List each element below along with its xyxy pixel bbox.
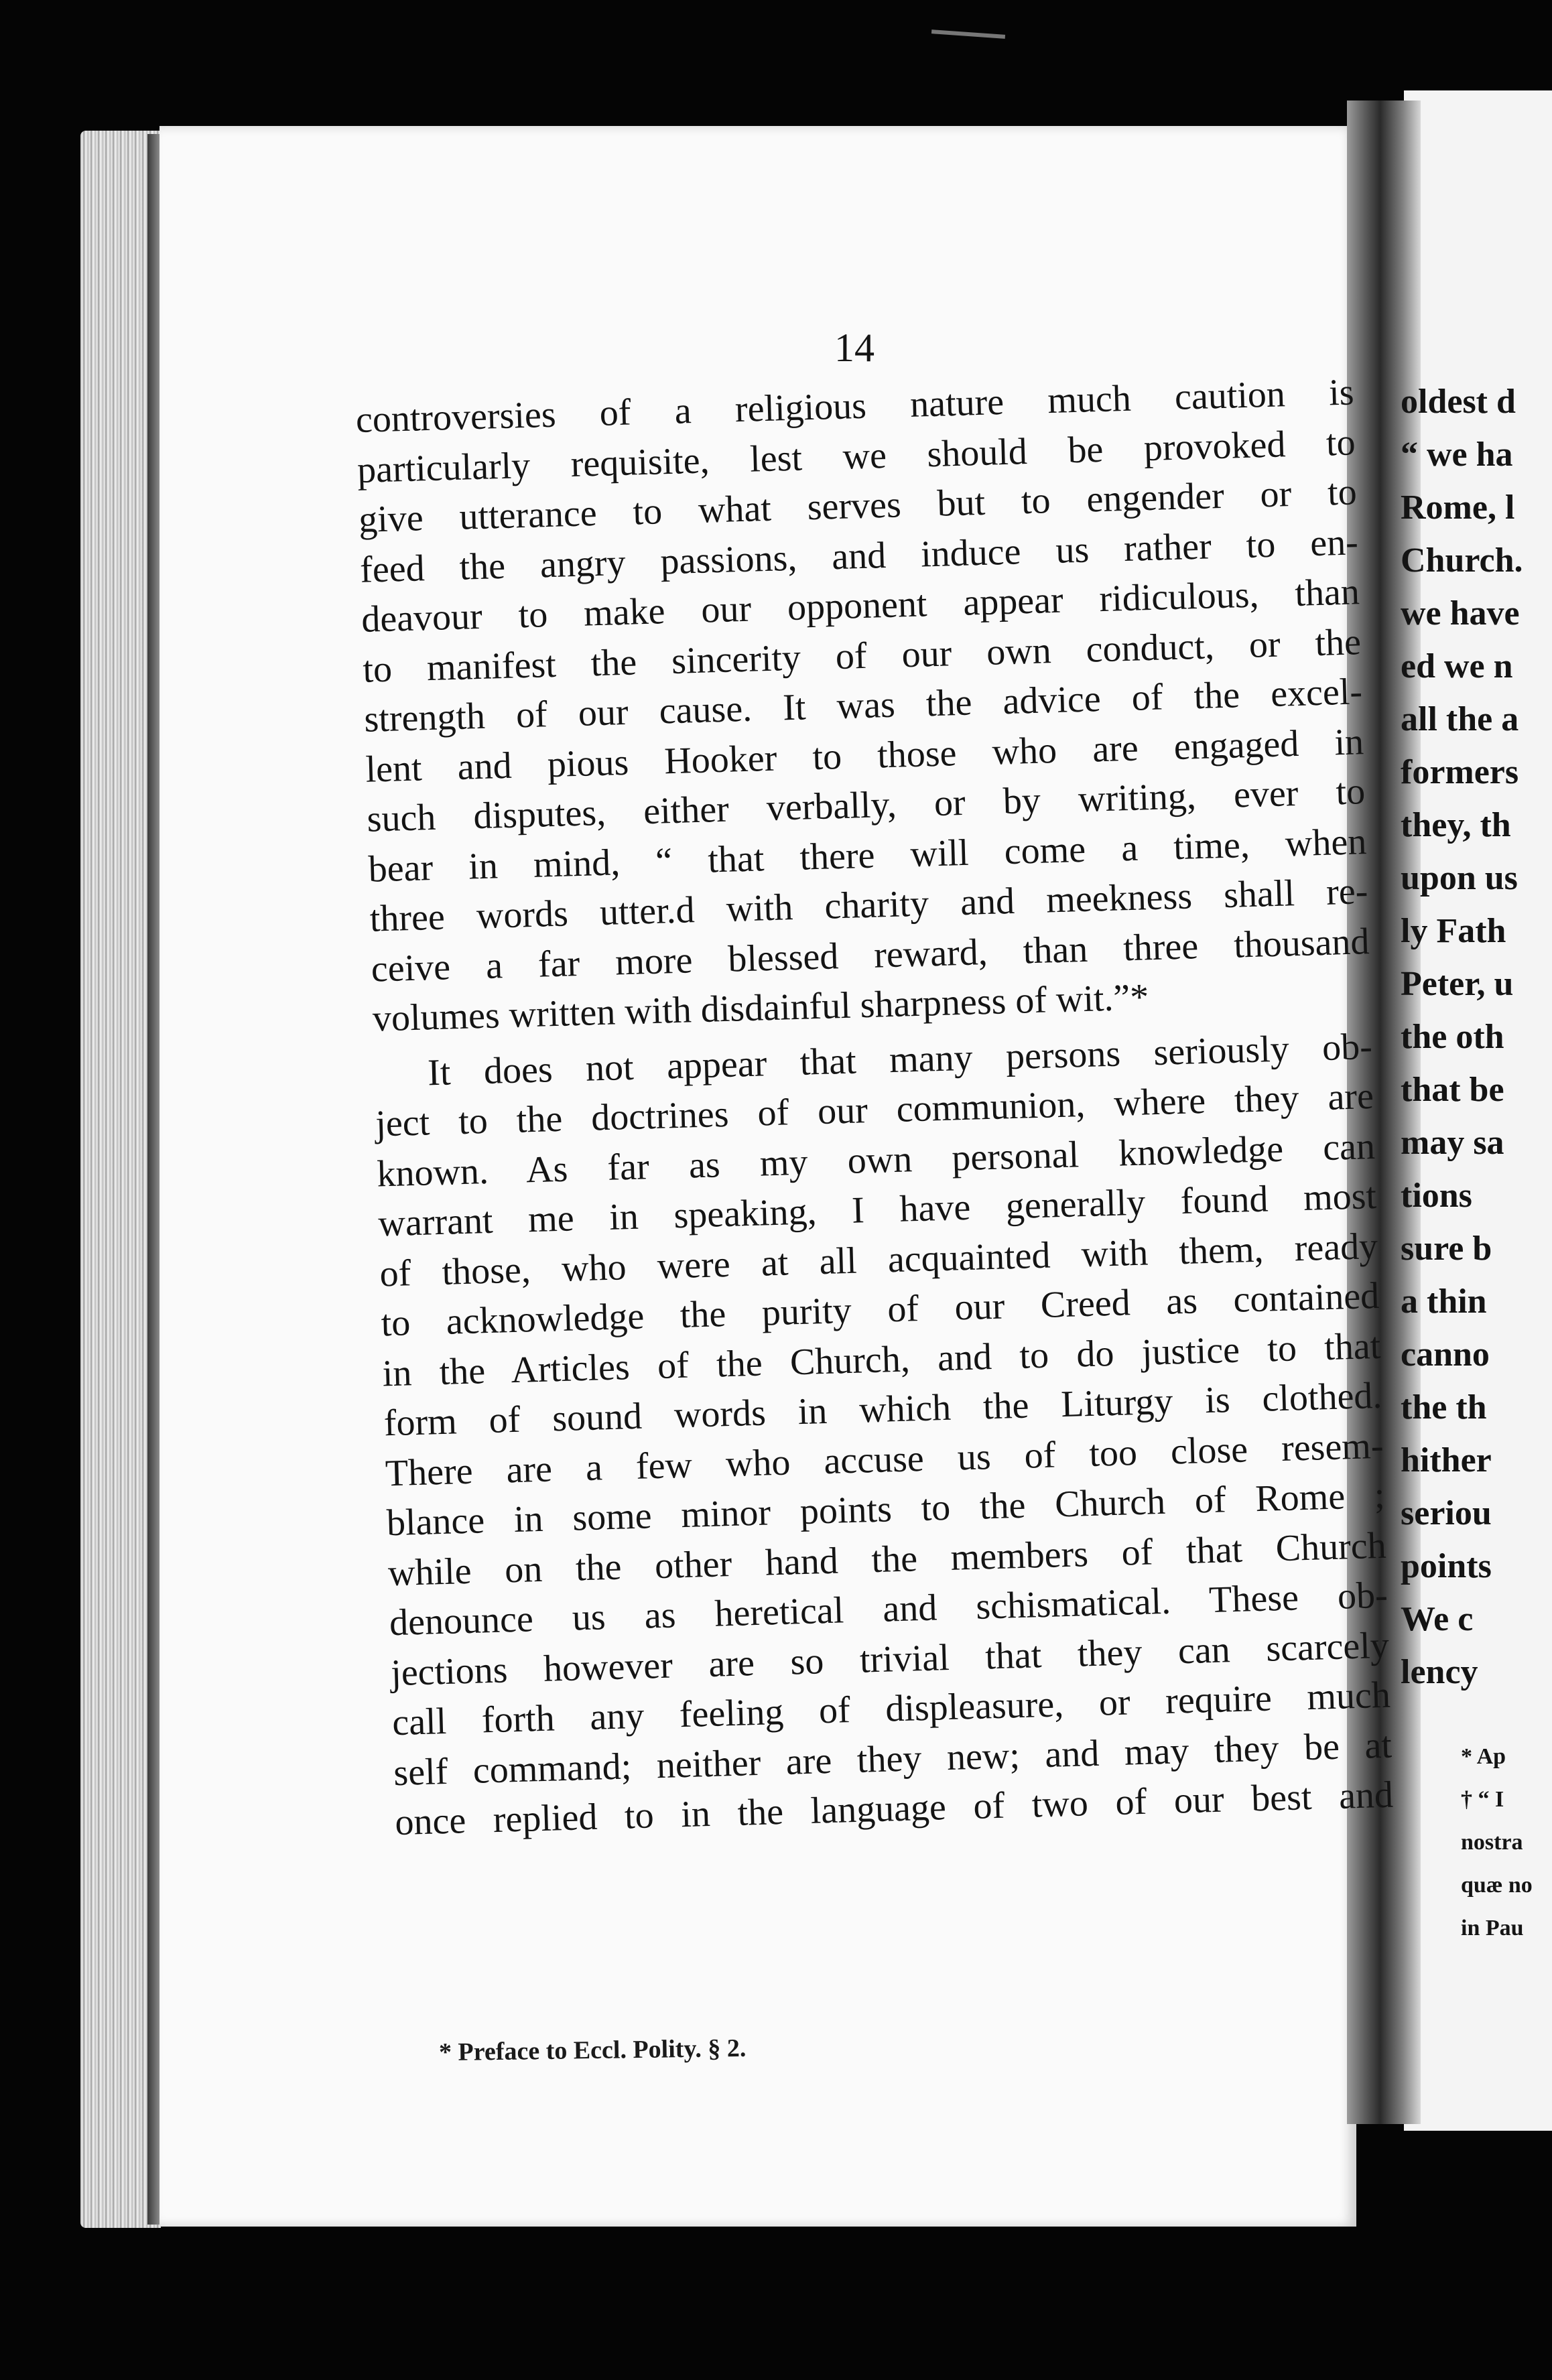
text-line: bear in mind, “ that there will come a time, when <box>367 820 1368 890</box>
facing-line: “ we ha <box>1401 436 1513 474</box>
text-line: of those, who were at all acquainted with them, ready <box>379 1225 1378 1295</box>
facing-line: ed we n <box>1401 647 1513 685</box>
facing-line: Rome, l <box>1401 488 1515 527</box>
facing-line: formers <box>1401 753 1519 791</box>
text-line: warrant me in speaking, I have generally found most <box>377 1175 1377 1245</box>
facing-line: upon us <box>1401 859 1518 897</box>
text-line: self command; neither are they new; and may they be at <box>393 1724 1393 1794</box>
facing-line: Peter, u <box>1401 965 1514 1003</box>
facing-note: nostra <box>1461 1830 1523 1855</box>
footnote: * Preface to Eccl. Polity. § 2. <box>438 2034 747 2067</box>
text-line: while on the other hand the members of that Church <box>387 1524 1387 1594</box>
facing-line: we have <box>1401 594 1520 633</box>
text-line: particularly requisite, lest we should be provoked to <box>357 421 1356 491</box>
text-line: three words utter.d with charity and meekness shall re- <box>369 870 1369 940</box>
facing-line: Church. <box>1401 541 1523 580</box>
paragraph-2 <box>373 1020 1427 1848</box>
facing-page-notes <box>1461 1735 1533 1950</box>
facing-line: ly Fath <box>1401 912 1506 950</box>
text-line: strength of our cause. It was the advice of the excel- <box>363 671 1363 740</box>
facing-line: hither <box>1401 1441 1492 1479</box>
text-line: call forth any feeling of displeasure, or require much <box>391 1674 1391 1744</box>
facing-note: in Pau <box>1461 1916 1524 1940</box>
facing-line: points <box>1401 1547 1492 1585</box>
facing-note: quæ no <box>1461 1873 1533 1898</box>
text-line: lent and pious Hooker to those who are engaged in <box>365 720 1364 791</box>
facing-line: We c <box>1401 1600 1474 1638</box>
facing-line: they, th <box>1401 806 1511 844</box>
text-line: feed the angry passions, and induce us rather to en- <box>359 521 1359 591</box>
facing-line: may sa <box>1401 1124 1504 1162</box>
facing-line: a thin <box>1401 1282 1487 1321</box>
facing-line: all the a <box>1401 700 1519 738</box>
text-line: jections however are so trivial that they can scarcely <box>390 1624 1390 1694</box>
facing-note: * Ap <box>1461 1744 1506 1769</box>
facing-line: the th <box>1401 1388 1487 1427</box>
text-line: known. As far as my own personal knowledge can <box>376 1125 1376 1195</box>
facing-note: † “ I <box>1461 1787 1504 1812</box>
facing-line: canno <box>1401 1335 1490 1374</box>
text-line: controversies of a religious nature much caution is <box>355 371 1355 441</box>
text-line: in the Articles of the Church, and to do justice to that <box>381 1325 1382 1394</box>
body-text <box>355 367 1427 1848</box>
facing-line: sure b <box>1401 1230 1492 1268</box>
text-line: give utterance to what serves but to engender or to <box>358 471 1358 541</box>
text-line: to manifest the sincerity of our own conduct, or the <box>362 620 1362 691</box>
text-line: such disputes, either verbally, or by writing, ever to <box>366 771 1366 840</box>
text-line: volumes written with disdainful sharpness of wit.”* <box>372 976 1150 1040</box>
text-line: ject to the doctrines of our communion, where they are <box>375 1075 1374 1145</box>
text-line: deavour to make our opponent appear ridiculous, than <box>361 571 1360 641</box>
facing-line: oldest d <box>1401 383 1516 421</box>
facing-line: seriou <box>1401 1494 1492 1532</box>
text-line: ceive a far more blessed reward, than three thousand <box>371 920 1370 990</box>
facing-page-text <box>1401 375 1523 1699</box>
text-line: denounce us as heretical and schismatical. These ob- <box>389 1574 1388 1644</box>
text-line: There are a few who accuse us of too close resem- <box>385 1425 1384 1494</box>
text-line: to acknowledge the purity of our Creed as contained <box>380 1274 1380 1345</box>
page-number: 14 <box>834 326 875 370</box>
facing-line: that be <box>1401 1071 1504 1109</box>
scan-artifact <box>931 29 1005 39</box>
facing-line: the oth <box>1401 1018 1504 1056</box>
text-line: It does not appear that many persons seriously ob- <box>427 1025 1373 1094</box>
facing-line: lency <box>1401 1653 1478 1691</box>
paragraph-1 <box>355 367 1405 1044</box>
text-line: form of sound words in which the Liturgy is clothed. <box>383 1374 1383 1445</box>
text-line: once replied to in the language of two of our best and <box>394 1774 1394 1844</box>
facing-line: tions <box>1401 1177 1472 1215</box>
text-line: blance in some minor points to the Church of Rome ; <box>386 1474 1386 1544</box>
